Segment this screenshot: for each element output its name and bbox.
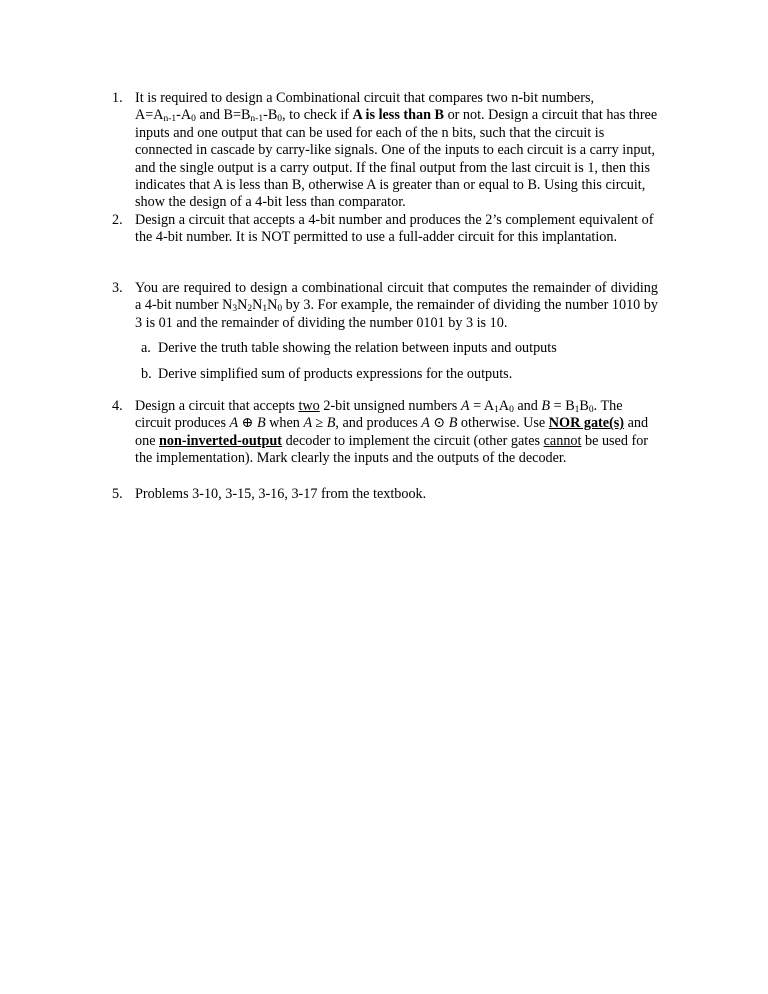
problem-1	[112, 90, 658, 212]
sub-list	[135, 340, 658, 383]
problem-text: It is required to design a Combinational circuit that compares two n-bit numbers, $A=A_{n-1}-A_0$ and $B=B_{n-1}-B_0$, to check if A is less than B or not. Design a circuit that has three inputs and one output that can be used for each of the n bits, such that the circuit is connected in cascade by carry-like signals. One of the inputs to each circuit is a carry input, and the single output is a carry output. If the final output from the last circuit is 1, then this indicates that A is less than B, otherwise A is greater than or equal to B. Using this circuit, show the design of a 4-bit less than comparator.	[135, 90, 658, 211]
problem-text: Design a circuit that accepts a 4-bit number and produces the 2’s complement equivalent of the 4-bit number. It is NOT permitted to use a full-adder circuit for this implantation.	[135, 212, 654, 246]
list-item: a. Derive the truth table showing the relation between inputs and outputs	[141, 340, 557, 357]
problem-number: 5.	[112, 486, 123, 502]
problem-number: 1.	[112, 90, 123, 106]
problem-5	[112, 486, 658, 503]
problem-4	[112, 398, 658, 468]
problem-number: 4.	[112, 398, 123, 414]
list-item: b. Derive simplified sum of products expressions for the outputs.	[141, 365, 513, 382]
problem-number: 3.	[112, 280, 123, 296]
problem-text: You are required to design a combinational circuit that computes the remainder of dividing a 4-bit number $N_3N_2N_1N_0$ by 3. For example, the remainder of dividing the number 1010 by 3 is 01 and the remainder of dividing the number 0101 by 3 is 10.	[135, 280, 658, 331]
problem-text: Design a circuit that accepts two 2-bit unsigned numbers $A = A_1A_0$ and $B = B_1B_0$. The circuit produces A ⊕ B when A ≥ B, and produces A ⊙ B otherwise. Use NOR gate(s) and one non-inverted-output decoder to implement the circuit (other gates cannot be used for the implementation). Mark clearly the inputs and the outputs of the decoder.	[135, 398, 649, 467]
problem-3	[112, 280, 658, 391]
problem-2	[112, 212, 658, 247]
problem-text: Problems 3-10, 3-15, 3-16, 3-17 from the textbook.	[135, 486, 427, 502]
problem-number: 2.	[112, 212, 123, 228]
